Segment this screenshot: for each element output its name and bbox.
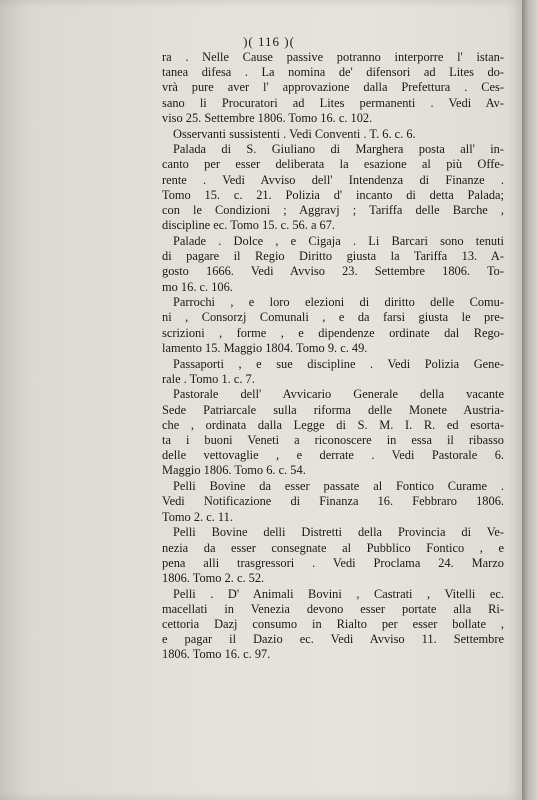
text-line: 1806. Tomo 2. c. 52. bbox=[162, 570, 265, 585]
text-line: Parrochi , e loro elezioni di diritto delle Comu- bbox=[173, 295, 504, 310]
text-line: delle vettovaglie , e derrate . Vedi Pastorale 6. bbox=[162, 448, 504, 463]
text-line: Pelli . D' Animali Bovini , Castrati , Vitelli ec. bbox=[173, 586, 504, 601]
text-line: Tomo 15. c. 21. Polizia d' incanto di detta Palada; bbox=[162, 187, 504, 202]
text-line: Osservanti sussistenti . Vedi Conventi . T. 6. c. 6. bbox=[173, 126, 416, 141]
text-line: sano li Procuratori ad Lites permanenti . Vedi Av- bbox=[162, 95, 504, 110]
text-line: discipline ec. Tomo 15. c. 56. a 67. bbox=[162, 218, 336, 233]
text-line: nezia da esser consegnate al Pubblico Fontico , e bbox=[162, 540, 504, 555]
text-line: Pastorale dell' Avvicario Generale della vacante bbox=[173, 387, 504, 402]
index-text bbox=[162, 50, 504, 663]
text-line: canto per esser deliberata la esazione al più Offe- bbox=[162, 157, 504, 172]
text-line: tanea difesa . La nomina de' difensori ad Lites do- bbox=[162, 65, 504, 80]
text-line: che , ordinata dalla Legge di S. M. I. R. ed esorta- bbox=[162, 417, 504, 432]
text-line: Maggio 1806. Tomo 6. c. 54. bbox=[162, 463, 306, 478]
text-line: ta i buoni Veneti a riconoscere in essa il ribasso bbox=[162, 433, 504, 448]
text-line: rale . Tomo 1. c. 7. bbox=[162, 371, 255, 386]
text-line: 1806. Tomo 16. c. 97. bbox=[162, 647, 271, 662]
text-line: Vedi Notificazione di Finanza 16. Febbraro 1806. bbox=[162, 494, 504, 509]
index-entry bbox=[162, 50, 504, 126]
text-line: con le Condizioni ; Aggravj ; Tariffa delle Barche , bbox=[162, 203, 504, 218]
index-entry bbox=[162, 479, 504, 525]
text-line: vrà pure aver l' approvazione dalla Prefettura . Ces- bbox=[162, 80, 504, 95]
text-line: ra . Nelle Cause passive potranno interporre l' istan- bbox=[162, 50, 504, 64]
index-entry bbox=[162, 295, 504, 356]
page-number: )( 116 )( bbox=[243, 34, 295, 49]
text-line: Tomo 2. c. 11. bbox=[162, 509, 233, 524]
text-line: Pelli Bovine delli Distretti della Provincia di Ve- bbox=[173, 525, 504, 540]
text-line: Palade . Dolce , e Cigaja . Li Barcari sono tenuti bbox=[173, 233, 504, 248]
text-line: Palada di S. Giuliano di Marghera posta all' in- bbox=[173, 142, 504, 157]
page-edge bbox=[522, 0, 538, 800]
index-entry bbox=[162, 387, 504, 478]
index-entry bbox=[162, 587, 504, 663]
index-entry bbox=[162, 127, 504, 142]
text-line: Passaporti , e sue discipline . Vedi Polizia Gene- bbox=[173, 356, 504, 371]
text-line: lamento 15. Maggio 1804. Tomo 9. c. 49. bbox=[162, 340, 368, 355]
index-entry bbox=[162, 142, 504, 233]
index-entry bbox=[162, 357, 504, 387]
text-line: Pelli Bovine da esser passate al Fontico Curame . bbox=[173, 479, 504, 494]
text-line: rente . Vedi Avviso dell' Intendenza di Finanze . bbox=[162, 172, 504, 187]
text-line: scrizioni , forme , e dipendenze ordinate dal Rego- bbox=[162, 325, 504, 340]
text-line: Sede Patriarcale sulla riforma delle Monete Austria- bbox=[162, 402, 504, 417]
text-line: pena alli trasgressori . Vedi Proclama 24. Marzo bbox=[162, 555, 504, 570]
text-line: mo 16. c. 106. bbox=[162, 279, 233, 294]
text-line: viso 25. Settembre 1806. Tomo 16. c. 102. bbox=[162, 110, 373, 125]
text-line: macellati in Venezia devono esser portate alla Ri- bbox=[162, 601, 504, 616]
text-line: di pagare il Regio Diritto giusta la Tariffa 13. A- bbox=[162, 249, 504, 264]
text-line: e pagar il Dazio ec. Vedi Avviso 11. Settembre bbox=[162, 632, 504, 647]
text-line: ni , Consorzj Comunali , e da farsi giusta le pre- bbox=[162, 310, 504, 325]
text-line: cettoria Dazj consumo in Rialto per esser bollate , bbox=[162, 617, 504, 632]
text-line: gosto 1666. Vedi Avviso 23. Settembre 1806. To- bbox=[162, 264, 504, 279]
index-entry bbox=[162, 234, 504, 295]
index-entry bbox=[162, 525, 504, 586]
